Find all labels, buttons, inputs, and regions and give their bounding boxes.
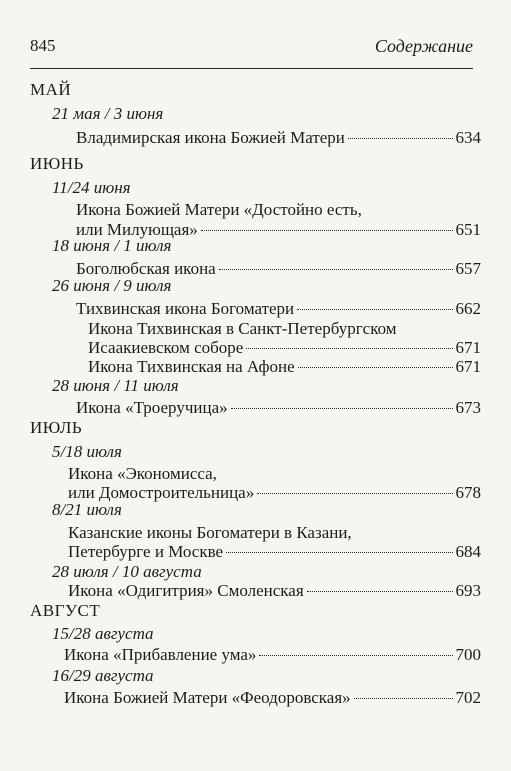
toc-page-number: 657 xyxy=(455,259,481,278)
toc-page-number: 702 xyxy=(455,688,481,707)
dot-leader xyxy=(307,591,453,592)
toc-entry-line: Казанские иконы Богоматери в Казани, xyxy=(68,523,352,542)
toc-entry[interactable] xyxy=(76,398,481,418)
toc-date: 8/21 июля xyxy=(52,500,122,519)
toc-entry-title: или Милующая» xyxy=(76,220,198,239)
toc-entry[interactable] xyxy=(68,581,481,601)
toc-entry[interactable] xyxy=(76,128,481,148)
toc-date: 18 июня / 1 июля xyxy=(52,236,172,255)
dot-leader xyxy=(231,408,453,409)
toc-date: 26 июня / 9 июля xyxy=(52,276,172,295)
dot-leader xyxy=(201,230,453,231)
toc-date: 21 мая / 3 июня xyxy=(52,104,164,123)
toc-entry-title: Петербурге и Москве xyxy=(68,542,224,561)
toc-entry-title: Исаакиевском соборе xyxy=(88,338,244,357)
toc-date: 16/29 августа xyxy=(52,666,154,685)
toc-date: 28 июля / 10 августа xyxy=(52,562,202,581)
section-title: Содержание xyxy=(374,36,473,56)
toc-date: 28 июня / 11 июля xyxy=(52,376,179,395)
dot-leader xyxy=(259,655,452,656)
month-heading-may: МАЙ xyxy=(30,80,72,99)
toc-entry-line: Икона «Экономисса, xyxy=(68,464,217,483)
toc-entry[interactable] xyxy=(76,299,481,319)
dot-leader xyxy=(226,552,452,553)
toc-page-number: 651 xyxy=(455,220,481,239)
toc-date: 15/28 августа xyxy=(52,624,154,643)
toc-entry[interactable] xyxy=(68,542,481,562)
dot-leader xyxy=(219,269,453,270)
toc-entry[interactable] xyxy=(88,338,481,358)
dot-leader xyxy=(298,367,453,368)
dot-leader xyxy=(348,138,453,139)
dot-leader xyxy=(297,309,452,310)
toc-entry-title: Боголюбская икона xyxy=(76,259,216,278)
toc-entry[interactable] xyxy=(88,357,481,377)
toc-entry[interactable] xyxy=(68,483,481,503)
toc-entry-title: Икона «Прибавление ума» xyxy=(64,645,257,664)
toc-page-number: 684 xyxy=(455,542,481,561)
toc-entry-title: Владимирская икона Божией Матери xyxy=(76,128,345,147)
toc-date: 11/24 июня xyxy=(52,178,131,197)
toc-entry[interactable] xyxy=(64,645,481,665)
toc-entry-title: Икона «Троеручица» xyxy=(76,398,228,417)
month-heading-july: ИЮЛЬ xyxy=(30,418,83,437)
toc-page-number: 673 xyxy=(455,398,481,417)
toc-entry-line: Икона Божией Матери «Достойно есть, xyxy=(76,200,362,219)
toc-page-number: 700 xyxy=(455,645,481,664)
toc-entry-line: Икона Тихвинская в Санкт-Петербургском xyxy=(88,319,397,338)
toc-page-number: 671 xyxy=(455,357,481,376)
toc-entry-title: Икона «Одигитрия» Смоленская xyxy=(68,581,304,600)
toc-entry-title: Тихвинская икона Богоматери xyxy=(76,299,295,318)
dot-leader xyxy=(354,698,453,699)
toc-date: 5/18 июля xyxy=(52,442,122,461)
toc-entry-title: Икона Тихвинская на Афоне xyxy=(88,357,295,376)
month-heading-june: ИЮНЬ xyxy=(30,154,84,173)
toc-entry[interactable] xyxy=(64,688,481,708)
toc-entry-title: Икона Божией Матери «Феодоровская» xyxy=(64,688,351,707)
dot-leader xyxy=(257,493,452,494)
toc-page-number: 678 xyxy=(455,483,481,502)
dot-leader xyxy=(246,348,452,349)
toc-entry-title: или Домостроительница» xyxy=(68,483,255,502)
toc-page-number: 671 xyxy=(455,338,481,357)
toc-page-number: 634 xyxy=(455,128,481,147)
toc-page-number: 693 xyxy=(455,581,481,600)
month-heading-august: АВГУСТ xyxy=(30,601,101,620)
toc-page-number: 662 xyxy=(455,299,481,318)
page-number: 845 xyxy=(30,36,56,55)
